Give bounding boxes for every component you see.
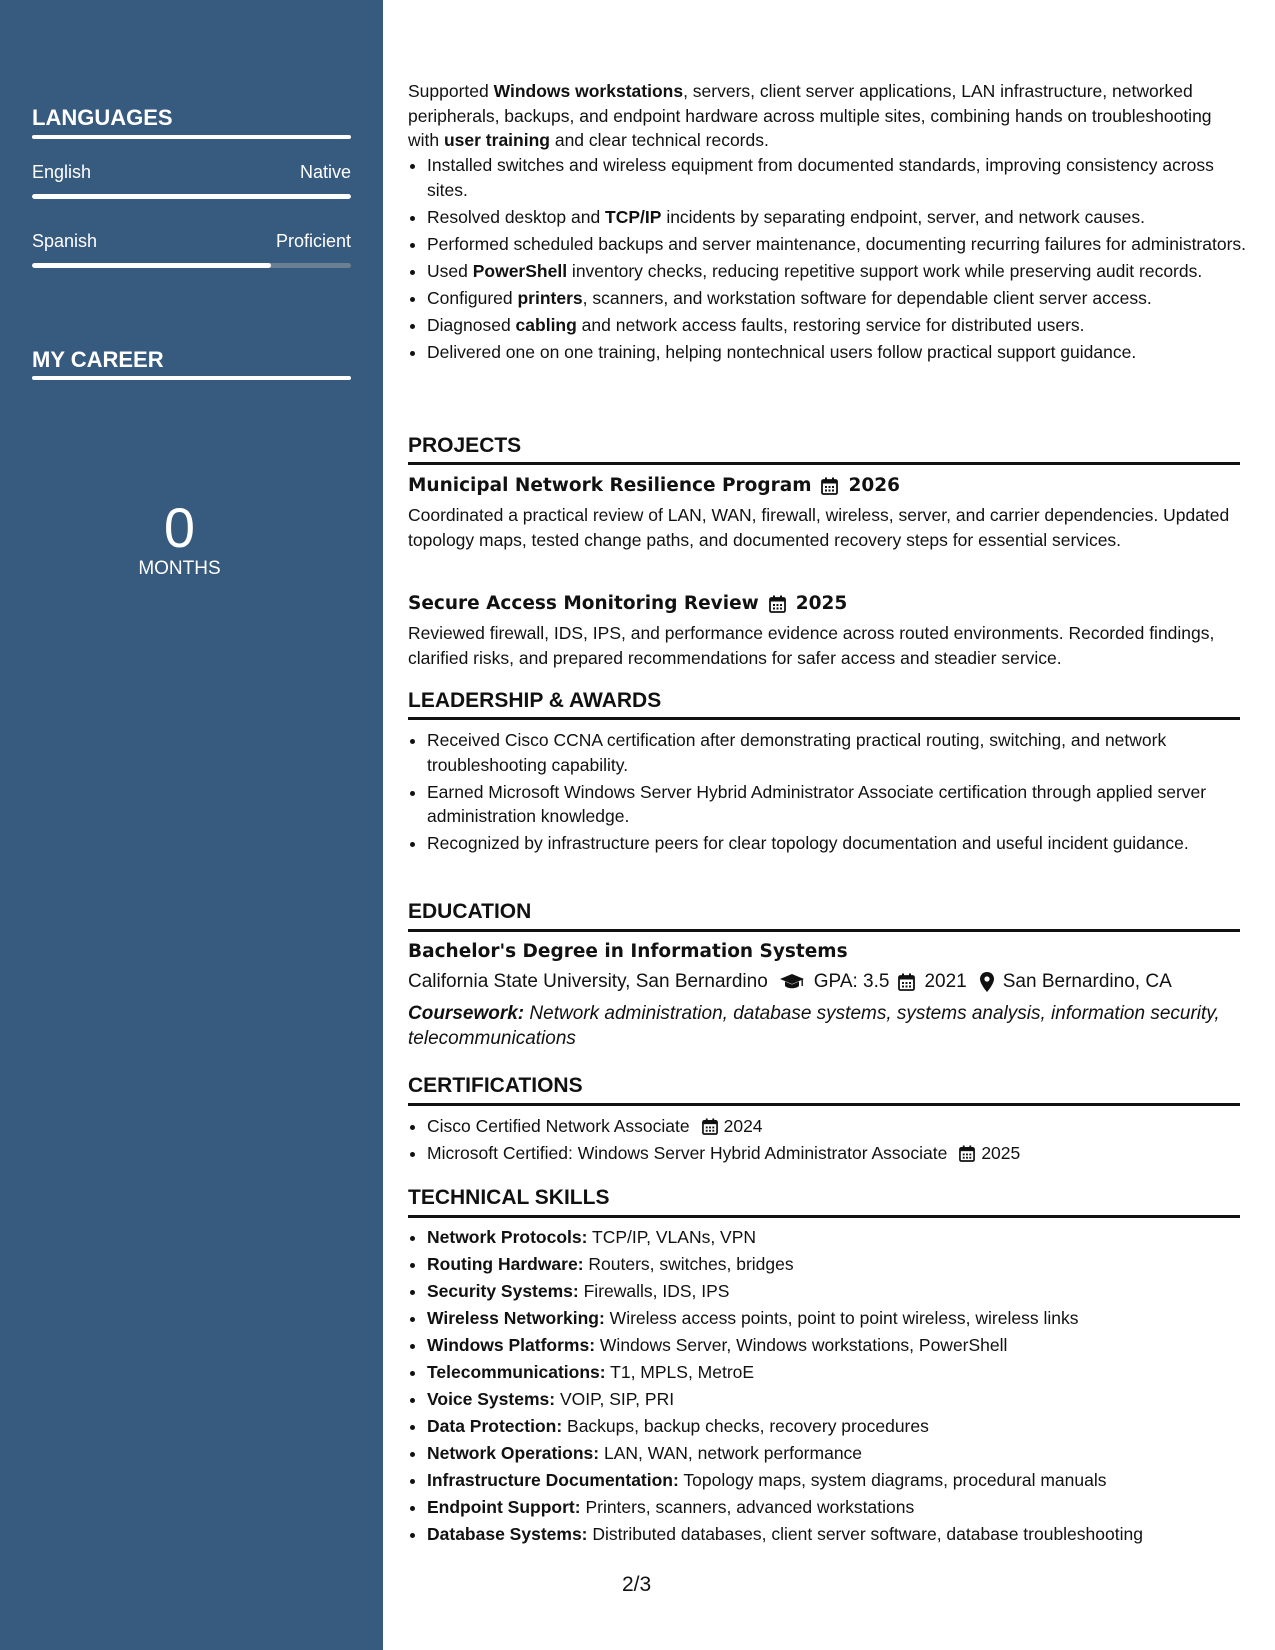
list-item: • Data Protection: Backups, backup checks, recovery procedures [427,1414,1259,1439]
languages-heading: LANGUAGES [32,105,173,130]
project-title: Municipal Network Resilience Program 2026 [408,475,900,496]
career-duration-value: 0 [163,496,196,559]
certification-name: • Cisco Certified Network Associate [427,1116,690,1136]
list-item: • Received Cisco CCNA certification after demonstrating practical routing, switching, and network troubleshooting capability. [427,728,1259,777]
calendar-icon [769,595,786,613]
calendar-icon [898,973,915,991]
language-level: Native [299,162,351,182]
certification-year: 2024 [723,1116,763,1136]
education-heading: EDUCATION [408,900,532,923]
language-level: Proficient [275,231,351,251]
leadership-heading: LEADERSHIP & AWARDS [408,689,662,712]
list-item: • Telecommunications: T1, MPLS, MetroE [427,1360,1259,1385]
language-name: Spanish [32,231,98,251]
education-details [408,969,1172,995]
language-row-english [32,162,351,183]
language-name: English [32,162,92,182]
language-proficiency-bar [32,194,351,199]
gpa: GPA: 3.5 [813,971,890,992]
project-year: 2026 [848,475,900,496]
list-item: • Performed scheduled backups and server maintenance, documenting recurring failures for administrators. [427,232,1259,257]
project-year: 2025 [795,593,848,614]
list-item: • Used PowerShell inventory checks, reducing repetitive support work while preserving audit records. [427,259,1259,284]
certifications-heading-rule [408,1103,1240,1106]
coursework-label: Coursework: [408,1003,525,1024]
career-heading-rule [32,376,351,380]
list-item: • Network Protocols: TCP/IP, VLANs, VPN [427,1225,1259,1250]
list-item: • Earned Microsoft Windows Server Hybrid Administrator Associate certification through applied server administration knowledge. [427,780,1259,829]
project-title: Secure Access Monitoring Review 2025 [408,593,848,614]
list-item: • Database Systems: Distributed databases, client server software, database troubleshooting [427,1522,1259,1547]
leadership-heading-rule [408,717,1240,720]
language-proficiency-fill [32,263,271,268]
list-item: • Network Operations: LAN, WAN, network performance [427,1441,1259,1466]
certification-year: 2025 [981,1143,1021,1163]
experience-summary: Supported Windows workstations, servers, client server applications, LAN infrastructure, networked peripherals, backups, and endpoint hardware across multiple sites, combining hands on troubleshooting with user training and clear technical records. [408,81,1212,150]
languages-heading-rule [32,135,351,139]
list-item: • Windows Platforms: Windows Server, Windows workstations, PowerShell [427,1333,1259,1358]
calendar-icon [959,1145,975,1162]
language-row-spanish [32,231,351,252]
school-location: San Bernardino, CA [1002,971,1172,992]
projects-heading-rule [408,462,1240,465]
language-proficiency-bar [32,263,351,268]
graduation-cap-icon [779,973,805,991]
calendar-icon [702,1118,718,1135]
graduation-year: 2021 [924,971,967,992]
project-description: Reviewed firewall, IDS, IPS, and performance evidence across routed environments. Recorded findings, clarified risks, and prepared recommendations for safer access and steadier service. [408,623,1215,668]
sidebar [0,0,383,1650]
project-description: Coordinated a practical review of LAN, WAN, firewall, wireless, server, and carrier dependencies. Updated topology maps, tested change paths, and documented recovery steps for essential services. [408,505,1230,550]
skills-heading: TECHNICAL SKILLS [408,1186,610,1209]
list-item [427,1114,1259,1139]
certification-name: • Microsoft Certified: Windows Server Hybrid Administrator Associate [427,1143,948,1163]
page-number: 2/3 [622,1573,652,1596]
list-item: • Endpoint Support: Printers, scanners, advanced workstations [427,1495,1259,1520]
list-item [427,1141,1259,1166]
career-heading: MY CAREER [32,347,164,372]
projects-heading: PROJECTS [408,434,522,457]
list-item: • Delivered one on one training, helping nontechnical users follow practical support guidance. [427,340,1259,365]
career-duration-unit: MONTHS [138,558,221,579]
list-item: • Security Systems: Firewalls, IDS, IPS [427,1279,1259,1304]
education-heading-rule [408,929,1240,932]
skills-list [408,1225,1259,1549]
certifications-list [408,1114,1259,1168]
experience-bullets [408,153,1259,367]
list-item: • Configured printers, scanners, and workstation software for dependable client server access. [427,286,1259,311]
list-item: • Installed switches and wireless equipment from documented standards, improving consistency across sites. [427,153,1259,202]
certifications-heading: CERTIFICATIONS [408,1074,583,1097]
coursework: Coursework: Network administration, database systems, systems analysis, information security, telecommunications [408,1003,1220,1049]
list-item: • Diagnosed cabling and network access faults, restoring service for distributed users. [427,313,1259,338]
list-item: • Voice Systems: VOIP, SIP, PRI [427,1387,1259,1412]
school-name: California State University, San Bernardino [408,971,768,992]
list-item: • Wireless Networking: Wireless access points, point to point wireless, wireless links [427,1306,1259,1331]
location-pin-icon [980,972,994,992]
language-proficiency-fill [32,194,351,199]
list-item: • Routing Hardware: Routers, switches, bridges [427,1252,1259,1277]
leadership-bullets [408,728,1259,858]
degree-title: Bachelor's Degree in Information Systems [408,941,848,962]
skills-heading-rule [408,1215,1240,1218]
calendar-icon [821,477,838,495]
list-item: • Infrastructure Documentation: Topology maps, system diagrams, procedural manuals [427,1468,1259,1493]
list-item: • Recognized by infrastructure peers for clear topology documentation and useful incident guidance. [427,831,1259,856]
list-item: • Resolved desktop and TCP/IP incidents by separating endpoint, server, and network causes. [427,205,1259,230]
